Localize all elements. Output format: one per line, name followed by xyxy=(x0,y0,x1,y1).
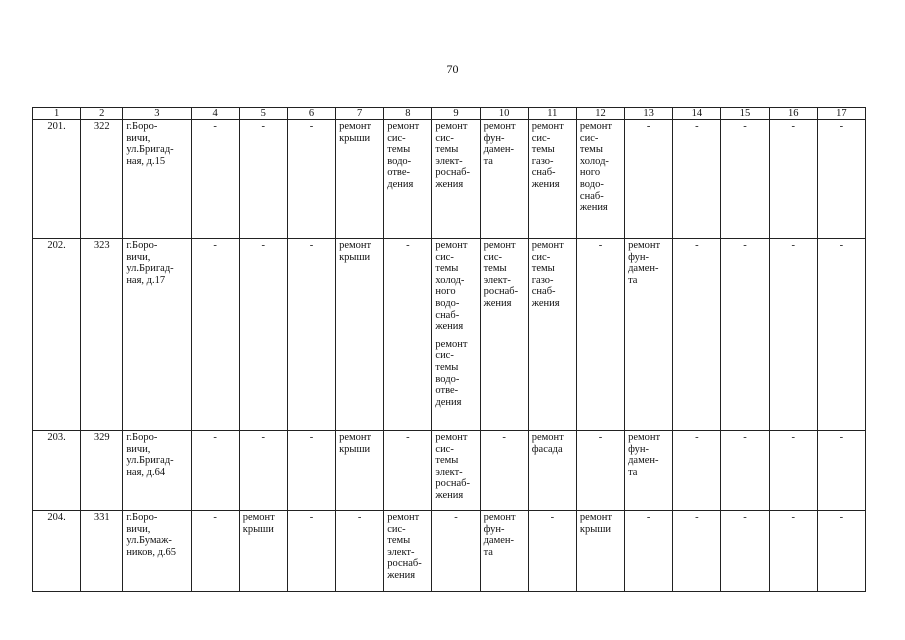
cell-text: ремонт крыши xyxy=(242,512,275,535)
cell-text: ремонт сис- темы элект- роснаб- жения xyxy=(435,121,470,190)
cell-text: ремонт сис- темы холод- ного водо- снаб- жения xyxy=(435,240,468,333)
cell-text: 323 xyxy=(93,240,110,251)
column-header-5: 5 xyxy=(239,108,287,120)
table-cell xyxy=(528,239,576,431)
cell-text: - xyxy=(646,121,651,132)
cell-text: - xyxy=(261,240,266,251)
column-header-1: 1 xyxy=(33,108,81,120)
cell-text: - xyxy=(791,121,795,132)
table-cell xyxy=(239,431,287,511)
table-cell xyxy=(576,120,624,239)
cell-text: ремонт сис- темы газо- снаб- жения xyxy=(531,240,564,309)
cell-text: ремонт сис- темы элект- роснаб- жения xyxy=(435,432,470,501)
table-cell xyxy=(480,120,528,239)
cell-text: - xyxy=(743,121,747,132)
cell-text: - xyxy=(598,432,603,443)
cell-text: - xyxy=(791,240,795,251)
cell-text: - xyxy=(646,512,651,523)
table-cell xyxy=(239,511,287,592)
column-header-7: 7 xyxy=(336,108,384,120)
cell-text: - xyxy=(357,512,362,523)
table-cell xyxy=(287,431,335,511)
cell-text: 329 xyxy=(93,432,110,443)
table-cell xyxy=(384,431,432,511)
cell-text: - xyxy=(695,240,699,251)
table-cell xyxy=(673,239,721,431)
table-cell xyxy=(432,431,480,511)
table-cell xyxy=(480,511,528,592)
cell-text: 203. xyxy=(47,432,66,443)
header-row xyxy=(33,108,866,120)
table-cell xyxy=(384,511,432,592)
cell-text: ремонт крыши xyxy=(579,512,612,535)
table-cell xyxy=(81,511,123,592)
table-cell xyxy=(625,511,673,592)
table-cell xyxy=(721,511,769,592)
cell-text: - xyxy=(695,432,699,443)
cell-text: - xyxy=(550,512,555,523)
column-header-3: 3 xyxy=(123,108,191,120)
table-cell xyxy=(528,431,576,511)
table-cell xyxy=(287,511,335,592)
cell-text: г.Боро- вичи, ул.Бригад- ная, д.15 xyxy=(126,121,174,167)
table-cell xyxy=(432,511,480,592)
cell-text: ремонт фун- дамен- та xyxy=(628,432,661,478)
cell-text: - xyxy=(839,121,844,132)
table-cell xyxy=(673,120,721,239)
column-header-13: 13 xyxy=(625,108,673,120)
cell-text: ремонт сис- темы элект- роснаб- жения xyxy=(483,240,519,309)
table-cell xyxy=(33,431,81,511)
column-header-16: 16 xyxy=(769,108,817,120)
table-cell xyxy=(123,120,191,239)
table-cell xyxy=(384,120,432,239)
table-cell xyxy=(81,120,123,239)
cell-text: - xyxy=(791,432,795,443)
column-header-17: 17 xyxy=(817,108,865,120)
column-header-11: 11 xyxy=(528,108,576,120)
table-cell xyxy=(625,431,673,511)
cell-text: - xyxy=(309,432,314,443)
cell-text: ремонт сис- темы водо- отве- дения xyxy=(435,338,468,408)
table-cell xyxy=(432,120,480,239)
cell-text: - xyxy=(261,432,266,443)
cell-text: - xyxy=(406,240,410,251)
table-cell xyxy=(576,431,624,511)
cell-text: 322 xyxy=(93,121,110,132)
column-header-14: 14 xyxy=(673,108,721,120)
table-cell xyxy=(81,431,123,511)
table-cell xyxy=(191,239,239,431)
cell-text: г.Боро- вичи, ул.Бригад- ная, д.17 xyxy=(126,240,174,286)
cell-text: 204. xyxy=(47,512,66,523)
cell-text: - xyxy=(791,512,795,523)
column-header-9: 9 xyxy=(432,108,480,120)
cell-text: - xyxy=(839,512,844,523)
table-cell xyxy=(817,511,865,592)
cell-text: - xyxy=(502,432,506,443)
column-header-6: 6 xyxy=(287,108,335,120)
cell-text: - xyxy=(839,240,844,251)
table-cell xyxy=(336,431,384,511)
column-header-10: 10 xyxy=(480,108,528,120)
table-row xyxy=(33,511,866,592)
cell-text: - xyxy=(743,432,747,443)
column-header-12: 12 xyxy=(576,108,624,120)
column-header-15: 15 xyxy=(721,108,769,120)
cell-text: ремонт фун- дамен- та xyxy=(628,240,661,286)
cell-text: г.Боро- вичи, ул.Бригад- ная, д.64 xyxy=(126,432,174,478)
table-cell xyxy=(336,511,384,592)
cell-text: - xyxy=(695,512,699,523)
table-cell xyxy=(528,120,576,239)
cell-text: - xyxy=(743,512,747,523)
table-cell xyxy=(769,120,817,239)
table-cell xyxy=(528,511,576,592)
cell-text: ремонт сис- темы холод- ного водо- снаб- жения xyxy=(579,121,612,214)
table-cell xyxy=(287,120,335,239)
cell-text: г.Боро- вичи, ул.Бумаж- ников, д.65 xyxy=(126,512,177,558)
table-cell xyxy=(721,239,769,431)
cell-text: - xyxy=(454,512,458,523)
table-row xyxy=(33,120,866,239)
table-row xyxy=(33,431,866,511)
cell-text: - xyxy=(695,121,699,132)
repair-schedule-table xyxy=(32,107,866,592)
cell-text: - xyxy=(839,432,844,443)
table-cell xyxy=(769,431,817,511)
cell-text: - xyxy=(406,432,410,443)
cell-text: - xyxy=(213,121,217,132)
cell-text: ремонт крыши xyxy=(339,240,372,263)
cell-text: 202. xyxy=(47,240,66,251)
page-number: 70 xyxy=(446,62,459,76)
cell-text: - xyxy=(309,512,314,523)
table-cell xyxy=(480,431,528,511)
table-cell xyxy=(817,120,865,239)
cell-text: - xyxy=(213,240,217,251)
table-cell xyxy=(239,120,287,239)
cell-text: - xyxy=(213,432,217,443)
table-cell xyxy=(336,239,384,431)
table-cell xyxy=(33,239,81,431)
table-cell xyxy=(576,511,624,592)
cell-text: ремонт сис- темы газо- снаб- жения xyxy=(531,121,564,190)
table-cell xyxy=(191,511,239,592)
cell-text: ремонт крыши xyxy=(339,432,372,455)
table-cell xyxy=(384,239,432,431)
cell-text: - xyxy=(598,240,603,251)
cell-text: ремонт фун- дамен- та xyxy=(483,512,516,558)
cell-text: - xyxy=(213,512,217,523)
table-cell xyxy=(191,120,239,239)
cell-text: ремонт сис- темы водо- отве- дения xyxy=(387,121,420,190)
table-cell xyxy=(336,120,384,239)
table-cell xyxy=(769,239,817,431)
table-cell xyxy=(81,239,123,431)
table-cell xyxy=(123,431,191,511)
cell-text: ремонт крыши xyxy=(339,121,372,144)
column-header-2: 2 xyxy=(81,108,123,120)
table-cell xyxy=(33,511,81,592)
cell-text: - xyxy=(261,121,266,132)
cell-text: - xyxy=(309,240,314,251)
cell-text: - xyxy=(743,240,747,251)
table-cell xyxy=(123,511,191,592)
cell-text: - xyxy=(309,121,314,132)
table-cell xyxy=(191,431,239,511)
table-cell xyxy=(721,431,769,511)
table-row xyxy=(33,239,866,431)
table-cell xyxy=(33,120,81,239)
table-body xyxy=(33,120,866,592)
table-cell xyxy=(123,239,191,431)
table-cell xyxy=(432,239,480,431)
cell-text: ремонт фун- дамен- та xyxy=(483,121,516,167)
table-cell xyxy=(480,239,528,431)
table-cell xyxy=(625,239,673,431)
column-header-4: 4 xyxy=(191,108,239,120)
cell-text: ремонт фасада xyxy=(531,432,564,455)
table-cell xyxy=(625,120,673,239)
table-cell xyxy=(576,239,624,431)
table-cell xyxy=(769,511,817,592)
cell-text: 201. xyxy=(47,121,66,132)
table-cell xyxy=(287,239,335,431)
table-cell xyxy=(673,511,721,592)
table-cell xyxy=(817,239,865,431)
table-cell xyxy=(721,120,769,239)
column-header-8: 8 xyxy=(384,108,432,120)
cell-text: ремонт сис- темы элект- роснаб- жения xyxy=(387,512,422,581)
table-cell xyxy=(239,239,287,431)
table-cell xyxy=(673,431,721,511)
cell-text: 331 xyxy=(93,512,110,523)
table-cell xyxy=(817,431,865,511)
